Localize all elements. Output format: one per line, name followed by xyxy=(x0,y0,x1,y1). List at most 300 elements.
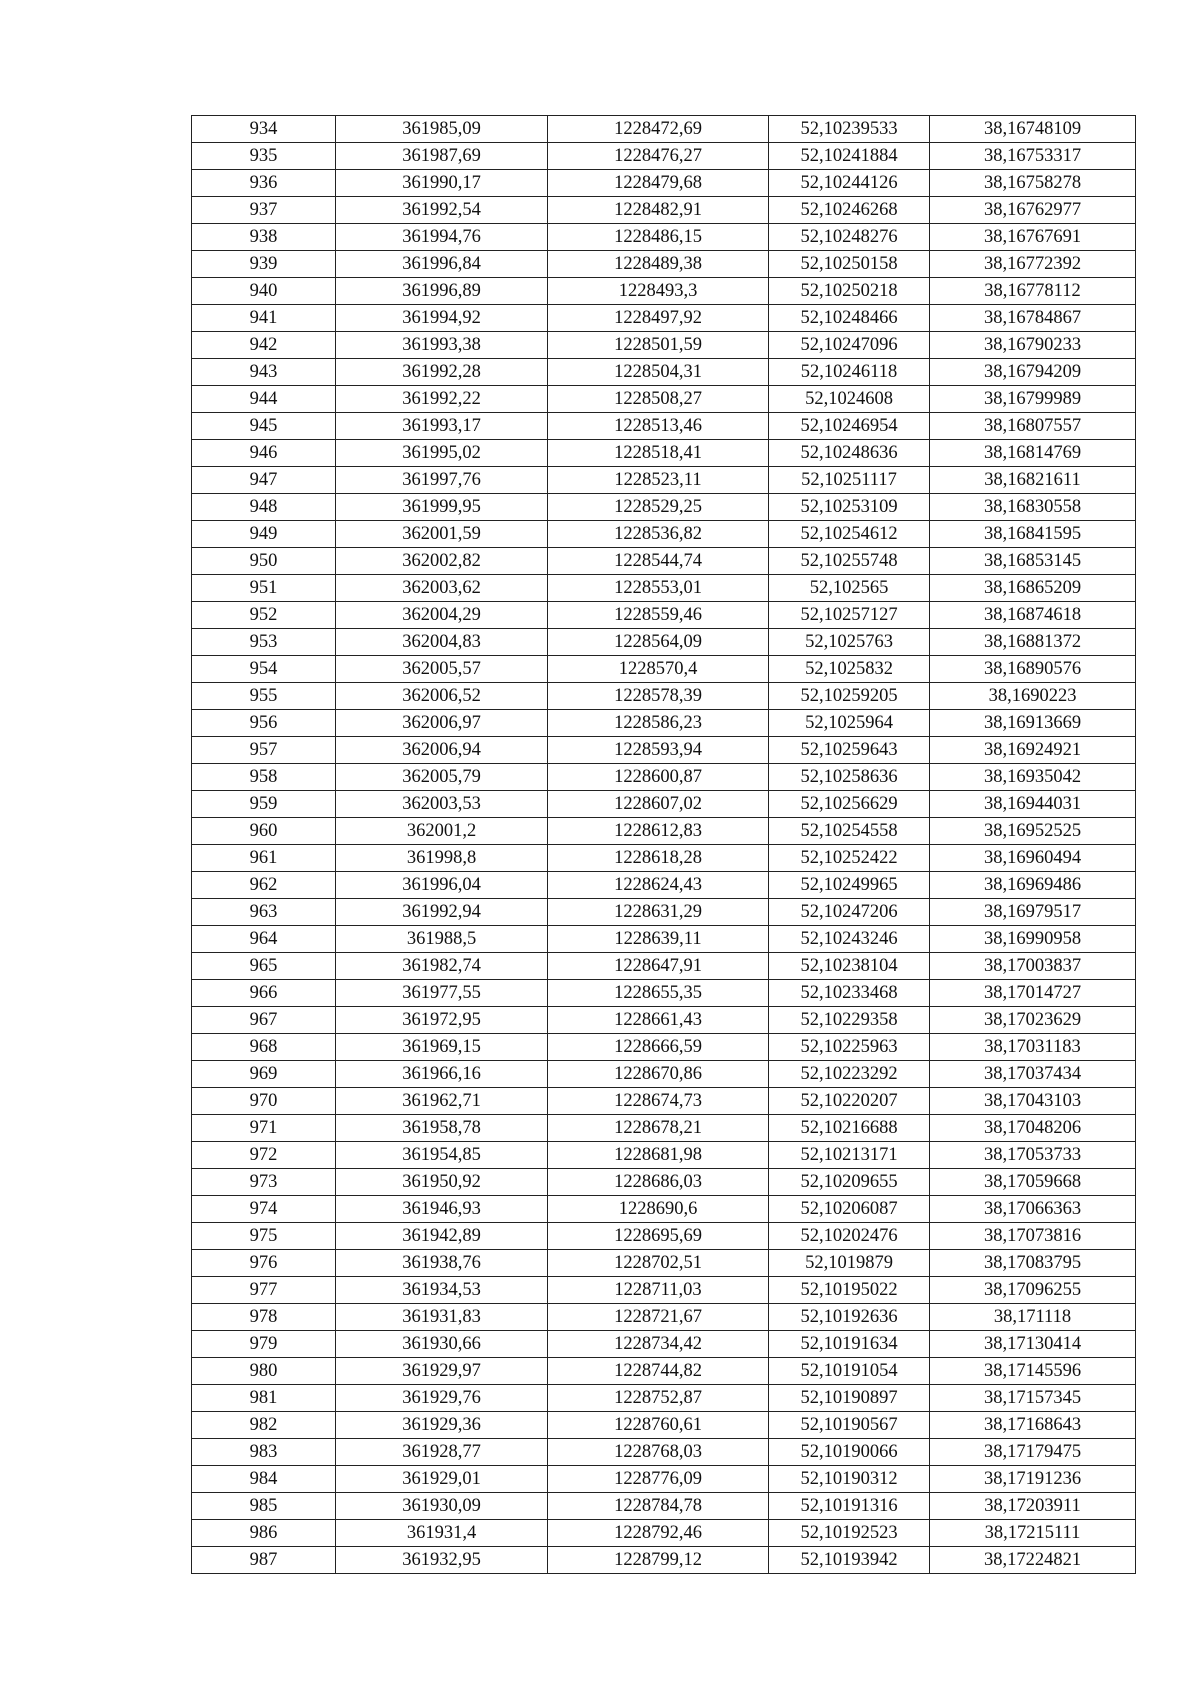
latitude-cell: 52,10202476 xyxy=(769,1223,930,1250)
longitude-cell: 38,17179475 xyxy=(930,1439,1136,1466)
longitude-cell: 38,16790233 xyxy=(930,332,1136,359)
y-coordinate-cell: 1228501,59 xyxy=(548,332,769,359)
table-row xyxy=(192,1250,1136,1277)
x-coordinate-cell: 361946,93 xyxy=(336,1196,548,1223)
longitude-cell: 38,16865209 xyxy=(930,575,1136,602)
point-number-cell: 955 xyxy=(192,683,336,710)
x-coordinate-cell: 362003,62 xyxy=(336,575,548,602)
table-row xyxy=(192,1196,1136,1223)
longitude-cell: 38,16821611 xyxy=(930,467,1136,494)
point-number-cell: 946 xyxy=(192,440,336,467)
y-coordinate-cell: 1228784,78 xyxy=(548,1493,769,1520)
y-coordinate-cell: 1228639,11 xyxy=(548,926,769,953)
latitude-cell: 52,10247206 xyxy=(769,899,930,926)
table-row xyxy=(192,1169,1136,1196)
latitude-cell: 52,10256629 xyxy=(769,791,930,818)
x-coordinate-cell: 361977,55 xyxy=(336,980,548,1007)
x-coordinate-cell: 361954,85 xyxy=(336,1142,548,1169)
x-coordinate-cell: 362001,2 xyxy=(336,818,548,845)
longitude-cell: 38,16990958 xyxy=(930,926,1136,953)
y-coordinate-cell: 1228734,42 xyxy=(548,1331,769,1358)
x-coordinate-cell: 361999,95 xyxy=(336,494,548,521)
latitude-cell: 52,10250158 xyxy=(769,251,930,278)
x-coordinate-cell: 361942,89 xyxy=(336,1223,548,1250)
y-coordinate-cell: 1228647,91 xyxy=(548,953,769,980)
point-number-cell: 975 xyxy=(192,1223,336,1250)
y-coordinate-cell: 1228570,4 xyxy=(548,656,769,683)
point-number-cell: 956 xyxy=(192,710,336,737)
latitude-cell: 52,10195022 xyxy=(769,1277,930,1304)
longitude-cell: 38,17224821 xyxy=(930,1547,1136,1574)
point-number-cell: 943 xyxy=(192,359,336,386)
x-coordinate-cell: 361969,15 xyxy=(336,1034,548,1061)
table-row xyxy=(192,683,1136,710)
longitude-cell: 38,1690223 xyxy=(930,683,1136,710)
table-row xyxy=(192,1007,1136,1034)
point-number-cell: 961 xyxy=(192,845,336,872)
longitude-cell: 38,16841595 xyxy=(930,521,1136,548)
longitude-cell: 38,16753317 xyxy=(930,143,1136,170)
x-coordinate-cell: 361962,71 xyxy=(336,1088,548,1115)
latitude-cell: 52,1025832 xyxy=(769,656,930,683)
point-number-cell: 952 xyxy=(192,602,336,629)
latitude-cell: 52,1024608 xyxy=(769,386,930,413)
latitude-cell: 52,10248466 xyxy=(769,305,930,332)
longitude-cell: 38,17048206 xyxy=(930,1115,1136,1142)
y-coordinate-cell: 1228612,83 xyxy=(548,818,769,845)
coordinates-table xyxy=(191,115,1136,1574)
point-number-cell: 945 xyxy=(192,413,336,440)
point-number-cell: 939 xyxy=(192,251,336,278)
y-coordinate-cell: 1228518,41 xyxy=(548,440,769,467)
x-coordinate-cell: 362006,52 xyxy=(336,683,548,710)
x-coordinate-cell: 361938,76 xyxy=(336,1250,548,1277)
x-coordinate-cell: 362004,83 xyxy=(336,629,548,656)
table-row xyxy=(192,953,1136,980)
table-row xyxy=(192,1466,1136,1493)
table-row xyxy=(192,440,1136,467)
x-coordinate-cell: 362003,53 xyxy=(336,791,548,818)
x-coordinate-cell: 361995,02 xyxy=(336,440,548,467)
latitude-cell: 52,10259205 xyxy=(769,683,930,710)
y-coordinate-cell: 1228768,03 xyxy=(548,1439,769,1466)
x-coordinate-cell: 362006,94 xyxy=(336,737,548,764)
y-coordinate-cell: 1228711,03 xyxy=(548,1277,769,1304)
longitude-cell: 38,16853145 xyxy=(930,548,1136,575)
x-coordinate-cell: 361931,4 xyxy=(336,1520,548,1547)
longitude-cell: 38,17066363 xyxy=(930,1196,1136,1223)
table-row xyxy=(192,224,1136,251)
point-number-cell: 972 xyxy=(192,1142,336,1169)
point-number-cell: 976 xyxy=(192,1250,336,1277)
table-row xyxy=(192,710,1136,737)
longitude-cell: 38,16935042 xyxy=(930,764,1136,791)
point-number-cell: 982 xyxy=(192,1412,336,1439)
x-coordinate-cell: 361929,97 xyxy=(336,1358,548,1385)
point-number-cell: 954 xyxy=(192,656,336,683)
latitude-cell: 52,10250218 xyxy=(769,278,930,305)
point-number-cell: 985 xyxy=(192,1493,336,1520)
y-coordinate-cell: 1228681,98 xyxy=(548,1142,769,1169)
table-row xyxy=(192,980,1136,1007)
point-number-cell: 960 xyxy=(192,818,336,845)
x-coordinate-cell: 361930,66 xyxy=(336,1331,548,1358)
latitude-cell: 52,10220207 xyxy=(769,1088,930,1115)
y-coordinate-cell: 1228686,03 xyxy=(548,1169,769,1196)
latitude-cell: 52,10254558 xyxy=(769,818,930,845)
y-coordinate-cell: 1228479,68 xyxy=(548,170,769,197)
table-row xyxy=(192,197,1136,224)
point-number-cell: 970 xyxy=(192,1088,336,1115)
latitude-cell: 52,10246268 xyxy=(769,197,930,224)
x-coordinate-cell: 361997,76 xyxy=(336,467,548,494)
longitude-cell: 38,16952525 xyxy=(930,818,1136,845)
y-coordinate-cell: 1228497,92 xyxy=(548,305,769,332)
latitude-cell: 52,10216688 xyxy=(769,1115,930,1142)
y-coordinate-cell: 1228702,51 xyxy=(548,1250,769,1277)
x-coordinate-cell: 361996,04 xyxy=(336,872,548,899)
point-number-cell: 978 xyxy=(192,1304,336,1331)
x-coordinate-cell: 361950,92 xyxy=(336,1169,548,1196)
y-coordinate-cell: 1228666,59 xyxy=(548,1034,769,1061)
latitude-cell: 52,10253109 xyxy=(769,494,930,521)
latitude-cell: 52,10190567 xyxy=(769,1412,930,1439)
y-coordinate-cell: 1228607,02 xyxy=(548,791,769,818)
longitude-cell: 38,16979517 xyxy=(930,899,1136,926)
longitude-cell: 38,17157345 xyxy=(930,1385,1136,1412)
table-row xyxy=(192,1115,1136,1142)
point-number-cell: 973 xyxy=(192,1169,336,1196)
table-row xyxy=(192,629,1136,656)
table-row xyxy=(192,494,1136,521)
y-coordinate-cell: 1228508,27 xyxy=(548,386,769,413)
y-coordinate-cell: 1228553,01 xyxy=(548,575,769,602)
latitude-cell: 52,10258636 xyxy=(769,764,930,791)
x-coordinate-cell: 361996,89 xyxy=(336,278,548,305)
longitude-cell: 38,16748109 xyxy=(930,116,1136,143)
x-coordinate-cell: 362004,29 xyxy=(336,602,548,629)
table-row xyxy=(192,1520,1136,1547)
y-coordinate-cell: 1228631,29 xyxy=(548,899,769,926)
point-number-cell: 957 xyxy=(192,737,336,764)
x-coordinate-cell: 361990,17 xyxy=(336,170,548,197)
y-coordinate-cell: 1228564,09 xyxy=(548,629,769,656)
table-row xyxy=(192,1277,1136,1304)
latitude-cell: 52,10257127 xyxy=(769,602,930,629)
x-coordinate-cell: 361993,38 xyxy=(336,332,548,359)
latitude-cell: 52,10192523 xyxy=(769,1520,930,1547)
x-coordinate-cell: 361987,69 xyxy=(336,143,548,170)
latitude-cell: 52,10190066 xyxy=(769,1439,930,1466)
longitude-cell: 38,17043103 xyxy=(930,1088,1136,1115)
point-number-cell: 948 xyxy=(192,494,336,521)
point-number-cell: 959 xyxy=(192,791,336,818)
longitude-cell: 38,17014727 xyxy=(930,980,1136,1007)
x-coordinate-cell: 361993,17 xyxy=(336,413,548,440)
point-number-cell: 981 xyxy=(192,1385,336,1412)
y-coordinate-cell: 1228476,27 xyxy=(548,143,769,170)
latitude-cell: 52,10243246 xyxy=(769,926,930,953)
point-number-cell: 987 xyxy=(192,1547,336,1574)
y-coordinate-cell: 1228752,87 xyxy=(548,1385,769,1412)
point-number-cell: 950 xyxy=(192,548,336,575)
x-coordinate-cell: 361992,22 xyxy=(336,386,548,413)
table-row xyxy=(192,251,1136,278)
point-number-cell: 974 xyxy=(192,1196,336,1223)
latitude-cell: 52,1025763 xyxy=(769,629,930,656)
y-coordinate-cell: 1228472,69 xyxy=(548,116,769,143)
table-row xyxy=(192,1034,1136,1061)
x-coordinate-cell: 361931,83 xyxy=(336,1304,548,1331)
table-row xyxy=(192,575,1136,602)
y-coordinate-cell: 1228486,15 xyxy=(548,224,769,251)
longitude-cell: 38,16799989 xyxy=(930,386,1136,413)
x-coordinate-cell: 362005,79 xyxy=(336,764,548,791)
point-number-cell: 944 xyxy=(192,386,336,413)
latitude-cell: 52,10238104 xyxy=(769,953,930,980)
point-number-cell: 936 xyxy=(192,170,336,197)
x-coordinate-cell: 361992,54 xyxy=(336,197,548,224)
point-number-cell: 938 xyxy=(192,224,336,251)
longitude-cell: 38,16784867 xyxy=(930,305,1136,332)
latitude-cell: 52,10254612 xyxy=(769,521,930,548)
latitude-cell: 52,10190897 xyxy=(769,1385,930,1412)
point-number-cell: 979 xyxy=(192,1331,336,1358)
longitude-cell: 38,16814769 xyxy=(930,440,1136,467)
y-coordinate-cell: 1228536,82 xyxy=(548,521,769,548)
longitude-cell: 38,16890576 xyxy=(930,656,1136,683)
longitude-cell: 38,17083795 xyxy=(930,1250,1136,1277)
table-row xyxy=(192,467,1136,494)
table-row xyxy=(192,143,1136,170)
latitude-cell: 52,1025964 xyxy=(769,710,930,737)
point-number-cell: 935 xyxy=(192,143,336,170)
table-row xyxy=(192,656,1136,683)
longitude-cell: 38,16874618 xyxy=(930,602,1136,629)
y-coordinate-cell: 1228655,35 xyxy=(548,980,769,1007)
longitude-cell: 38,16969486 xyxy=(930,872,1136,899)
longitude-cell: 38,16913669 xyxy=(930,710,1136,737)
y-coordinate-cell: 1228544,74 xyxy=(548,548,769,575)
longitude-cell: 38,17003837 xyxy=(930,953,1136,980)
y-coordinate-cell: 1228593,94 xyxy=(548,737,769,764)
longitude-cell: 38,17031183 xyxy=(930,1034,1136,1061)
longitude-cell: 38,17215111 xyxy=(930,1520,1136,1547)
longitude-cell: 38,17023629 xyxy=(930,1007,1136,1034)
longitude-cell: 38,16767691 xyxy=(930,224,1136,251)
table-row xyxy=(192,1412,1136,1439)
x-coordinate-cell: 361994,76 xyxy=(336,224,548,251)
longitude-cell: 38,17073816 xyxy=(930,1223,1136,1250)
y-coordinate-cell: 1228529,25 xyxy=(548,494,769,521)
latitude-cell: 52,10191316 xyxy=(769,1493,930,1520)
y-coordinate-cell: 1228624,43 xyxy=(548,872,769,899)
y-coordinate-cell: 1228678,21 xyxy=(548,1115,769,1142)
latitude-cell: 52,10213171 xyxy=(769,1142,930,1169)
point-number-cell: 986 xyxy=(192,1520,336,1547)
table-row xyxy=(192,1304,1136,1331)
y-coordinate-cell: 1228695,69 xyxy=(548,1223,769,1250)
y-coordinate-cell: 1228760,61 xyxy=(548,1412,769,1439)
point-number-cell: 951 xyxy=(192,575,336,602)
latitude-cell: 52,10247096 xyxy=(769,332,930,359)
longitude-cell: 38,16772392 xyxy=(930,251,1136,278)
x-coordinate-cell: 361929,01 xyxy=(336,1466,548,1493)
y-coordinate-cell: 1228578,39 xyxy=(548,683,769,710)
x-coordinate-cell: 361992,28 xyxy=(336,359,548,386)
x-coordinate-cell: 361988,5 xyxy=(336,926,548,953)
latitude-cell: 52,10251117 xyxy=(769,467,930,494)
y-coordinate-cell: 1228792,46 xyxy=(548,1520,769,1547)
y-coordinate-cell: 1228523,11 xyxy=(548,467,769,494)
table-row xyxy=(192,1088,1136,1115)
table-row xyxy=(192,791,1136,818)
latitude-cell: 52,1019879 xyxy=(769,1250,930,1277)
latitude-cell: 52,10206087 xyxy=(769,1196,930,1223)
latitude-cell: 52,10191054 xyxy=(769,1358,930,1385)
table-row xyxy=(192,1358,1136,1385)
longitude-cell: 38,16944031 xyxy=(930,791,1136,818)
latitude-cell: 52,10190312 xyxy=(769,1466,930,1493)
latitude-cell: 52,10229358 xyxy=(769,1007,930,1034)
table-row xyxy=(192,872,1136,899)
x-coordinate-cell: 361994,92 xyxy=(336,305,548,332)
longitude-cell: 38,17168643 xyxy=(930,1412,1136,1439)
x-coordinate-cell: 361992,94 xyxy=(336,899,548,926)
x-coordinate-cell: 361982,74 xyxy=(336,953,548,980)
point-number-cell: 968 xyxy=(192,1034,336,1061)
point-number-cell: 967 xyxy=(192,1007,336,1034)
table-row xyxy=(192,926,1136,953)
x-coordinate-cell: 361998,8 xyxy=(336,845,548,872)
y-coordinate-cell: 1228482,91 xyxy=(548,197,769,224)
latitude-cell: 52,10248636 xyxy=(769,440,930,467)
point-number-cell: 947 xyxy=(192,467,336,494)
longitude-cell: 38,16794209 xyxy=(930,359,1136,386)
latitude-cell: 52,10223292 xyxy=(769,1061,930,1088)
point-number-cell: 942 xyxy=(192,332,336,359)
point-number-cell: 966 xyxy=(192,980,336,1007)
x-coordinate-cell: 361930,09 xyxy=(336,1493,548,1520)
table-row xyxy=(192,386,1136,413)
point-number-cell: 937 xyxy=(192,197,336,224)
y-coordinate-cell: 1228600,87 xyxy=(548,764,769,791)
x-coordinate-cell: 361928,77 xyxy=(336,1439,548,1466)
y-coordinate-cell: 1228559,46 xyxy=(548,602,769,629)
latitude-cell: 52,10244126 xyxy=(769,170,930,197)
latitude-cell: 52,10233468 xyxy=(769,980,930,1007)
point-number-cell: 953 xyxy=(192,629,336,656)
latitude-cell: 52,10192636 xyxy=(769,1304,930,1331)
table-row xyxy=(192,899,1136,926)
point-number-cell: 949 xyxy=(192,521,336,548)
point-number-cell: 983 xyxy=(192,1439,336,1466)
table-row xyxy=(192,1331,1136,1358)
point-number-cell: 977 xyxy=(192,1277,336,1304)
y-coordinate-cell: 1228776,09 xyxy=(548,1466,769,1493)
longitude-cell: 38,16778112 xyxy=(930,278,1136,305)
x-coordinate-cell: 361985,09 xyxy=(336,116,548,143)
latitude-cell: 52,10225963 xyxy=(769,1034,930,1061)
y-coordinate-cell: 1228799,12 xyxy=(548,1547,769,1574)
latitude-cell: 52,10209655 xyxy=(769,1169,930,1196)
latitude-cell: 52,102565 xyxy=(769,575,930,602)
y-coordinate-cell: 1228513,46 xyxy=(548,413,769,440)
longitude-cell: 38,16807557 xyxy=(930,413,1136,440)
point-number-cell: 965 xyxy=(192,953,336,980)
point-number-cell: 962 xyxy=(192,872,336,899)
table-row xyxy=(192,1223,1136,1250)
latitude-cell: 52,10193942 xyxy=(769,1547,930,1574)
latitude-cell: 52,10259643 xyxy=(769,737,930,764)
longitude-cell: 38,17037434 xyxy=(930,1061,1136,1088)
longitude-cell: 38,16762977 xyxy=(930,197,1136,224)
longitude-cell: 38,16758278 xyxy=(930,170,1136,197)
y-coordinate-cell: 1228661,43 xyxy=(548,1007,769,1034)
latitude-cell: 52,10255748 xyxy=(769,548,930,575)
x-coordinate-cell: 361934,53 xyxy=(336,1277,548,1304)
longitude-cell: 38,17096255 xyxy=(930,1277,1136,1304)
table-row xyxy=(192,305,1136,332)
point-number-cell: 958 xyxy=(192,764,336,791)
y-coordinate-cell: 1228489,38 xyxy=(548,251,769,278)
x-coordinate-cell: 362006,97 xyxy=(336,710,548,737)
y-coordinate-cell: 1228744,82 xyxy=(548,1358,769,1385)
point-number-cell: 934 xyxy=(192,116,336,143)
table-row xyxy=(192,1385,1136,1412)
table-row xyxy=(192,818,1136,845)
table-row xyxy=(192,1142,1136,1169)
x-coordinate-cell: 361972,95 xyxy=(336,1007,548,1034)
latitude-cell: 52,10241884 xyxy=(769,143,930,170)
longitude-cell: 38,17130414 xyxy=(930,1331,1136,1358)
table-row xyxy=(192,332,1136,359)
x-coordinate-cell: 361932,95 xyxy=(336,1547,548,1574)
table-row xyxy=(192,170,1136,197)
latitude-cell: 52,10246118 xyxy=(769,359,930,386)
longitude-cell: 38,16924921 xyxy=(930,737,1136,764)
point-number-cell: 963 xyxy=(192,899,336,926)
point-number-cell: 940 xyxy=(192,278,336,305)
table-row xyxy=(192,845,1136,872)
longitude-cell: 38,17203911 xyxy=(930,1493,1136,1520)
longitude-cell: 38,16960494 xyxy=(930,845,1136,872)
longitude-cell: 38,16830558 xyxy=(930,494,1136,521)
y-coordinate-cell: 1228690,6 xyxy=(548,1196,769,1223)
point-number-cell: 980 xyxy=(192,1358,336,1385)
x-coordinate-cell: 361996,84 xyxy=(336,251,548,278)
longitude-cell: 38,17145596 xyxy=(930,1358,1136,1385)
point-number-cell: 964 xyxy=(192,926,336,953)
x-coordinate-cell: 362001,59 xyxy=(336,521,548,548)
y-coordinate-cell: 1228493,3 xyxy=(548,278,769,305)
point-number-cell: 969 xyxy=(192,1061,336,1088)
x-coordinate-cell: 361929,76 xyxy=(336,1385,548,1412)
latitude-cell: 52,10239533 xyxy=(769,116,930,143)
table-row xyxy=(192,1061,1136,1088)
longitude-cell: 38,17059668 xyxy=(930,1169,1136,1196)
point-number-cell: 971 xyxy=(192,1115,336,1142)
longitude-cell: 38,17191236 xyxy=(930,1466,1136,1493)
table-row xyxy=(192,1493,1136,1520)
latitude-cell: 52,10191634 xyxy=(769,1331,930,1358)
latitude-cell: 52,10249965 xyxy=(769,872,930,899)
table-row xyxy=(192,359,1136,386)
x-coordinate-cell: 361966,16 xyxy=(336,1061,548,1088)
y-coordinate-cell: 1228618,28 xyxy=(548,845,769,872)
y-coordinate-cell: 1228504,31 xyxy=(548,359,769,386)
table-row xyxy=(192,602,1136,629)
